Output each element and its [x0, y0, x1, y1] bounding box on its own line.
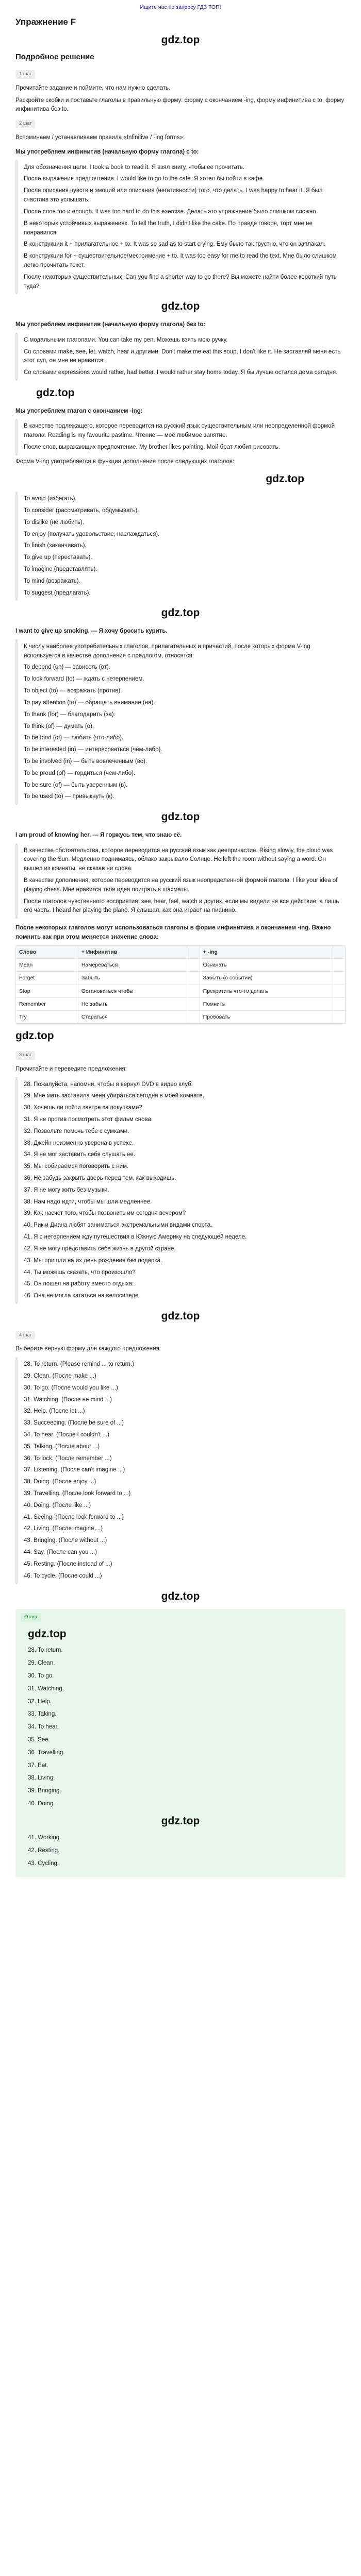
list-item: To consider (рассматривать, обдумывать). [24, 507, 139, 514]
table-cell [333, 985, 345, 997]
list-item: 37. Я не могу жить без музыки. [24, 1187, 109, 1193]
list-item: 33. Джейн неизменно уверена в успехе. [24, 1140, 134, 1146]
list-item: 37. Listening. (После can't imagine ...) [24, 1467, 125, 1473]
answer-item: 41. Working. [28, 1835, 61, 1841]
table-cell [187, 972, 200, 985]
table-cell [187, 985, 200, 997]
table-header-cell: Слово [16, 945, 78, 958]
list-item: 30. Хочешь ли пойти завтра за покупками? [24, 1105, 142, 1111]
step-task: Выберите верную форму для каждого предложения: [15, 1346, 161, 1352]
list-item: После слов too и enough. It was too hard to do this exercise. Делать это упражнение было слишком сложно. [24, 208, 318, 215]
list-item: 31. Я не против посмотреть этот фильм снова. [24, 1116, 153, 1123]
step-1 [15, 68, 346, 114]
step-badge: 3 шаг [15, 1051, 35, 1060]
list-item: 28. Пожалуйста, напомни, чтобы я вернул DVD в видео клуб. [24, 1081, 193, 1088]
list-item: 46. To cycle. (После could ...) [24, 1572, 102, 1579]
section-title: Подробное решение [15, 52, 94, 61]
table-cell: Remember [16, 997, 78, 1010]
list-item: 46. Она не могла кататься на велосипеде. [24, 1293, 140, 1299]
list-item: To object (to) — возражать (против). [24, 688, 122, 694]
answer-item: 32. Help. [28, 1698, 52, 1705]
rule-list [15, 333, 346, 381]
list-item: 31. Watching. (После не mind ...) [24, 1396, 112, 1403]
answer-item: 28. To return. [28, 1647, 63, 1654]
list-item: To think (of) — думать (о). [24, 723, 94, 730]
example: I want to give up smoking. — Я хочу бросить курить. [15, 628, 168, 635]
list-item: В конструкции for + существительное/местоимение + to. It was too easy for me to read the text. Мне было слишком легко прочитать текст. [24, 253, 337, 268]
step-3 [15, 1049, 346, 1325]
answer-item: 30. To go. [28, 1672, 54, 1679]
list-item: Со словами expressions would rather, had better. I would rather stay home today. Я бы лучше остался дома сегодня. [24, 369, 338, 376]
table-cell: Прекратить что-то делать [200, 985, 333, 997]
step-2 [15, 117, 346, 1045]
list-item: 39. Как насчет того, чтобы позвонить им сегодня вечером? [24, 1210, 186, 1217]
list-item: В конструкции it + прилагательное + to. It was so sad as to start crying. Ему было так грустно, что он заплакал. [24, 241, 325, 248]
list-item: В качестве дополнения, которое переводится на русский язык неопределенной формой глагола. I like your idea of playing chess. Мне нравится твоя идея поиграть в шахматы. [24, 877, 338, 893]
list-item: 35. Talking. (После about ...) [24, 1443, 100, 1450]
list-item: 45. Resting. (После instead of ...) [24, 1561, 112, 1567]
answer-item: 37. Eat. [28, 1762, 48, 1769]
watermark: gdz.top [15, 1030, 54, 1042]
step-4 [15, 1329, 346, 1605]
list-item: 33. Succeeding. (После be sure of ...) [24, 1420, 124, 1427]
top-link[interactable]: Ищите нас по запросу ГДЗ ТОП! [140, 4, 221, 10]
list-item: К числу наиболее употребительных глаголов, прилагательных и причастий, после которых форма V-ing используется в качестве дополнения с предлогом, относятся: [24, 643, 310, 659]
list-item: To be sure (of) — быть уверенным (в). [24, 782, 128, 788]
list-item: 40. Рик и Диана любят заниматься экстремальными видами спорта. [24, 1222, 212, 1229]
list-item: To be fond (of) — любить (что-либо). [24, 735, 124, 741]
rule-heading: Мы употребляем инфинитив (начальную форму глагола) без to: [15, 321, 206, 328]
answer-item: 40. Doing. [28, 1801, 55, 1807]
prep-block [15, 639, 346, 805]
watermark: gdz.top [161, 607, 200, 619]
rule-list [15, 160, 346, 295]
watermark: gdz.top [36, 387, 75, 399]
step-task: Прочитайте задание и поймите, что нам нужно сделать. [15, 84, 171, 91]
list-item: 41. Я с нетерпением жду путешествия в Южную Америку на следующей неделе. [24, 1234, 247, 1241]
list-item: 29. Мне мать заставила меня убираться сегодня в моей комнате. [24, 1093, 204, 1099]
table-cell: Остановиться чтобы [78, 985, 187, 997]
step-badge: 1 шаг [15, 70, 35, 79]
watermark: gdz.top [28, 1628, 67, 1640]
answer-item: 31. Watching. [28, 1685, 64, 1692]
page-title: Упражнение F [15, 17, 76, 27]
list-item: To pay attention (to) — обращать внимание (на). [24, 699, 155, 706]
table-row [16, 1011, 346, 1024]
list-item: С модальными глаголами. You can take my pen. Можешь взять мою ручку. [24, 336, 228, 343]
list-item: To be proud (of) — гордиться (чем-либо). [24, 770, 136, 776]
list-item: 42. Я не могу представить себе жизнь в другой стране. [24, 1245, 176, 1252]
list-item: To be interested (in) — интересоваться (чем-либо). [24, 747, 162, 753]
list-item: To give up (переставать). [24, 554, 92, 561]
list-item: To look forward (to) — ждать с нетерпением. [24, 676, 144, 683]
list-item: 44. Ты можешь сказать, что произошло? [24, 1269, 136, 1276]
list-item: To enjoy (получать удовольствие, наслаждаться). [24, 531, 160, 537]
list-item: 39. Travelling. (После look forward to ...) [24, 1490, 131, 1497]
list-item: 34. To hear. (После I couldn't ...) [24, 1431, 109, 1438]
list-item: В качестве подлежащего, которое переводится на русский язык существительным или неопределенной формой глагола. Reading is my favourite pastime. Чтение — моё любимое занятие. [24, 423, 335, 439]
verbs-intro: Форма V-ing употребляется в функции дополнения после следующих глаголов: [15, 458, 235, 465]
list-item: To suggest (предлагать). [24, 589, 91, 596]
list-item: 43. Bringing. (После without ...) [24, 1537, 107, 1544]
table-row [16, 972, 346, 985]
list-item: 42. Living. (После imagine ...) [24, 1526, 103, 1532]
list-item: To finish (заканчивать). [24, 543, 87, 549]
step-task: Прочитайте и переведите предложения: [15, 1065, 127, 1072]
list-item: 34. Я не мог заставить себя слушать ее. [24, 1151, 136, 1158]
list-item: Для обозначения цели. I took a book to read it. Я взял книгу, чтобы ее прочитать. [24, 164, 245, 171]
list-item: 38. Doing. (После enjoy ...) [24, 1479, 96, 1485]
table-cell [333, 997, 345, 1010]
list-item: 43. Мы пришли на их день рождения без подарка. [24, 1257, 162, 1264]
list-item: To mind (возражать). [24, 578, 80, 584]
rule-list [15, 419, 346, 455]
answer-item: 33. Taking. [28, 1711, 57, 1718]
table-header-cell [333, 945, 345, 958]
list-item: 44. Say. (После can you ...) [24, 1549, 97, 1556]
list-item: 36. To lock. (После remember ...) [24, 1455, 112, 1462]
table-row [16, 959, 346, 972]
table-row [16, 997, 346, 1010]
answer-item: 35. See. [28, 1737, 50, 1743]
rule-heading: Мы употребляем инфинитив (начальную форму глагола) с to: [15, 148, 199, 155]
table-intro: После некоторых глаголов могут использоваться глаголы в форме инфинитива и окончанием -ing. Важно помнить как при этом меняется значение слова: [15, 925, 331, 941]
rule-list [15, 843, 346, 919]
list-item: 32. Позвольте помочь тебе с сумками. [24, 1128, 129, 1134]
table-row [16, 985, 346, 997]
table-header-row [16, 945, 346, 958]
watermark: gdz.top [161, 300, 200, 313]
table-cell: Try [16, 1011, 78, 1024]
answer-badge: Ответ [21, 1613, 41, 1622]
rule-heading: Мы употребляем глагол с окончанием -ing: [15, 408, 143, 414]
step-desc: Раскройте скобки и поставьте глаголы в правильную форму: форму с окончанием -ing, форму инфинитива с to, форму инфинитива без to. [15, 97, 344, 113]
table-cell: Помнить [200, 997, 333, 1010]
table-cell [333, 959, 345, 972]
table-cell: Означать [200, 959, 333, 972]
watermark: gdz.top [161, 1815, 200, 1827]
list-item: 32. Help. (После let ...) [24, 1408, 85, 1415]
list-item: 35. Мы собираемся поговорить с ним. [24, 1163, 129, 1170]
watermark: gdz.top [161, 811, 200, 823]
table-cell [187, 959, 200, 972]
list-item: 40. Doing. (После like ...) [24, 1502, 91, 1509]
table-cell: Намереваться [78, 959, 187, 972]
table-cell: Забыть (о событии) [200, 972, 333, 985]
list-item: После выражения предпочтения. I would like to go to the café. Я хотел бы пойти в кафе. [24, 176, 265, 182]
answer-item: 39. Bringing. [28, 1788, 61, 1794]
list-item: To be involved (in) — быть вовлеченным (во). [24, 758, 147, 765]
table-cell: Стараться [78, 1011, 187, 1024]
verbs-list [15, 492, 346, 601]
table-header-cell: + -ing [200, 945, 333, 958]
list-item: 38. Нам надо идти, чтобы мы шли медленнее. [24, 1198, 152, 1205]
list-item: 30. To go. (После would you like ...) [24, 1384, 118, 1391]
list-item: To be used (to) — привыкнуть (к). [24, 793, 114, 800]
list-item: To avoid (избегать). [24, 496, 77, 502]
list-item: После некоторых существительных. Can you find a shorter way to go there? Вы можете найти более короткий путь туда? [24, 274, 337, 290]
table-cell: Forget [16, 972, 78, 985]
watermark: gdz.top [161, 1310, 200, 1322]
table-cell [333, 972, 345, 985]
table-cell: Забыть [78, 972, 187, 985]
list-item: 28. To return. (Please remind ... to return.) [24, 1361, 134, 1368]
answer-item: 43. Cycling. [28, 1860, 59, 1867]
answer-item: 34. To hear. [28, 1724, 59, 1731]
watermark: gdz.top [161, 1590, 200, 1602]
table-header-cell [187, 945, 200, 958]
table-cell: Пробовать [200, 1011, 333, 1024]
list-item: 36. Не забудь закрыть дверь перед тем, как выходишь. [24, 1175, 176, 1182]
answer-item: 42. Resting. [28, 1848, 60, 1854]
answer-item: 38. Living. [28, 1775, 55, 1782]
list-item: В качестве обстоятельства, которое переводится на русский язык как деепричастие. Rising slowly, the cloud was covering the Sun. Медленно поднимаясь, облако закрывало Солнце. He left the room without saying a word. Он вышел из комнаты, не сказав ни слова. [24, 847, 333, 872]
meaning-table [15, 945, 346, 1024]
list-item: To imagine (представлять). [24, 566, 97, 573]
list-item: Со словами make, see, let, watch, hear и другими. Don't make me eat this soup, I don't like it. Не заставляй меня есть этот суп, он мне не нравится. [24, 348, 341, 364]
list-item: 41. Seeing. (После look forward to ...) [24, 1514, 124, 1520]
list-item: To dislike (не любить). [24, 519, 84, 526]
watermark: gdz.top [161, 34, 200, 46]
list-item: 29. Clean. (После make ...) [24, 1372, 96, 1379]
table-cell: Mean [16, 959, 78, 972]
answer-item: 29. Clean. [28, 1660, 55, 1667]
solution-list [15, 1357, 346, 1584]
step-badge: 4 шаг [15, 1331, 35, 1340]
answer-block [15, 1609, 346, 1877]
list-item: После слов, выражающих предпочтение. My brother likes painting. Мой брат любит рисовать. [24, 444, 280, 450]
list-item: В некоторых устойчивых выражениях. To tell the truth, I didn't like the cake. По правде говоря, торт мне не понравился. [24, 220, 313, 236]
list-item: После описания чувств и эмоций или описания (негативности) того, что делать. I was happy to hear it. Я был счастлив это услышать. [24, 188, 323, 204]
table-cell: Stop [16, 985, 78, 997]
table-cell: Не забыть [78, 997, 187, 1010]
table-cell [187, 1011, 200, 1024]
list-item: 45. Он пошел на работу вместо отдыха. [24, 1281, 134, 1287]
table-cell [187, 997, 200, 1010]
list-item: После глаголов чувственного восприятия: see, hear, feel, watch и других, если мы видели не все действие, а лишь его часть. I heard her playing the piano. Я слышал, как она играет на пианино. [24, 898, 339, 914]
list-item: To thank (for) — благодарить (за). [24, 711, 116, 718]
step-intro: Вспоминаем / устанавливаем правила «Infinitive / -ing forms»: [15, 134, 185, 141]
translation-list [15, 1077, 346, 1304]
table-cell [333, 1011, 345, 1024]
answer-item: 36. Travelling. [28, 1749, 65, 1756]
list-item: To depend (on) — зависеть (от). [24, 664, 110, 671]
table-header-cell: + Инфинитив [78, 945, 187, 958]
example: I am proud of knowing her. — Я горжусь тем, что знаю её. [15, 832, 182, 838]
step-badge: 2 шаг [15, 120, 35, 128]
watermark: gdz.top [266, 472, 304, 485]
